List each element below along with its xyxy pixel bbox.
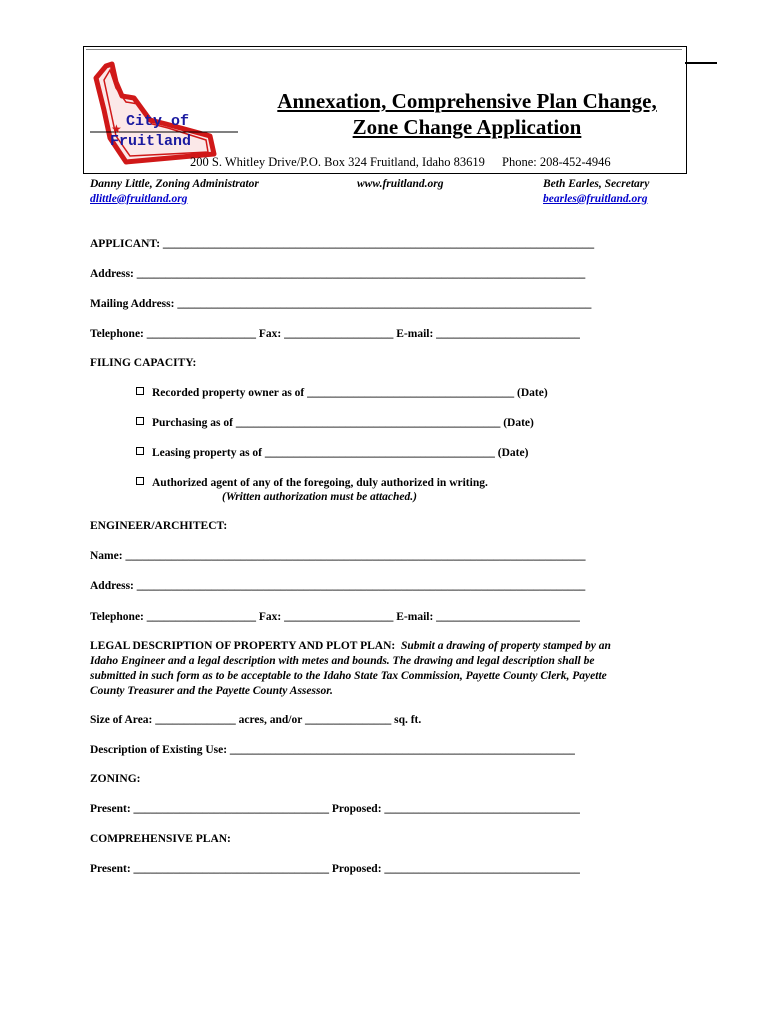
zoning-present-proposed-field[interactable]: Present: __________________________________ Proposed: __________________________________ [90, 803, 580, 815]
checkbox-icon[interactable] [136, 387, 144, 395]
city-address: 200 S. Whitley Drive/P.O. Box 324 Fruitland, Idaho 83619 [190, 155, 485, 169]
legal-description [90, 640, 611, 652]
filing-option-owner[interactable]: Recorded property owner as of ____________________________________ (Date) [136, 387, 548, 399]
page-title-line2: Zone Change Application [352, 115, 582, 139]
legal-heading: LEGAL DESCRIPTION OF PROPERTY AND PLOT PLAN: [90, 640, 396, 652]
legal-text-2: Idaho Engineer and a legal description with metes and bounds. The drawing and legal description shall be [90, 655, 595, 667]
page-title-line1: Annexation, Comprehensive Plan Change, [277, 89, 657, 113]
header-inner-frame [86, 49, 682, 55]
telephone-fax-email-field[interactable]: Telephone: ___________________ Fax: ___________________ E-mail: _________________________ [90, 328, 580, 340]
zoning-administrator: Danny Little, Zoning Administrator [90, 178, 259, 190]
comp-plan-heading: COMPREHENSIVE PLAN: [90, 833, 231, 845]
engineer-name-field[interactable]: Name: ________________________________________________________________________________ [90, 550, 586, 562]
logo-line1: City of [126, 113, 190, 130]
secretary: Beth Earles, Secretary [543, 178, 650, 190]
legal-text-1: Submit a drawing of property stamped by an [400, 640, 611, 652]
city-logo [86, 58, 242, 168]
secretary-email-link[interactable]: bearles@fruitland.org [543, 193, 648, 205]
engineer-heading: ENGINEER/ARCHITECT: [90, 520, 228, 532]
filing-capacity-heading: FILING CAPACITY: [90, 357, 197, 369]
engineer-address-field[interactable]: Address: ______________________________________________________________________________ [90, 580, 586, 592]
checkbox-icon[interactable] [136, 477, 144, 485]
logo-line2: Fruitland [110, 133, 192, 150]
website: www.fruitland.org [357, 178, 444, 190]
idaho-map-icon [86, 58, 242, 168]
mailing-address-field[interactable]: Mailing Address: ________________________________________________________________________ [90, 298, 592, 310]
filing-option-agent[interactable]: Authorized agent of any of the foregoing, duly authorized in writing. [136, 477, 488, 489]
legal-text-3: submitted in such form as to be acceptable to the Idaho State Tax Commission, Payette County Clerk, Payette [90, 670, 607, 682]
checkbox-icon[interactable] [136, 447, 144, 455]
legal-text-4: County Treasurer and the Payette County Assessor. [90, 685, 333, 697]
zoning-heading: ZONING: [90, 773, 141, 785]
applicant-field[interactable]: APPLICANT: ___________________________________________________________________________ [90, 238, 595, 250]
existing-use-field[interactable]: Description of Existing Use: ____________________________________________________________ [90, 744, 575, 756]
filing-option-purchasing[interactable]: Purchasing as of ______________________________________________ (Date) [136, 417, 534, 429]
comp-plan-present-proposed-field[interactable]: Present: __________________________________ Proposed: __________________________________ [90, 863, 580, 875]
city-phone: Phone: 208-452-4946 [502, 155, 611, 169]
checkbox-icon[interactable] [136, 417, 144, 425]
authorization-note: (Written authorization must be attached.) [222, 491, 417, 503]
star-icon: ★ [111, 122, 122, 136]
address-field[interactable]: Address: ______________________________________________________________________________ [90, 268, 586, 280]
header-rule [685, 62, 717, 64]
engineer-telephone-field[interactable]: Telephone: ___________________ Fax: ___________________ E-mail: _________________________ [90, 611, 580, 623]
admin-email-link[interactable]: dlittle@fruitland.org [90, 193, 188, 205]
size-of-area-field[interactable]: Size of Area: ______________ acres, and/or _______________ sq. ft. [90, 714, 422, 726]
filing-option-leasing[interactable]: Leasing property as of ________________________________________ (Date) [136, 447, 528, 459]
